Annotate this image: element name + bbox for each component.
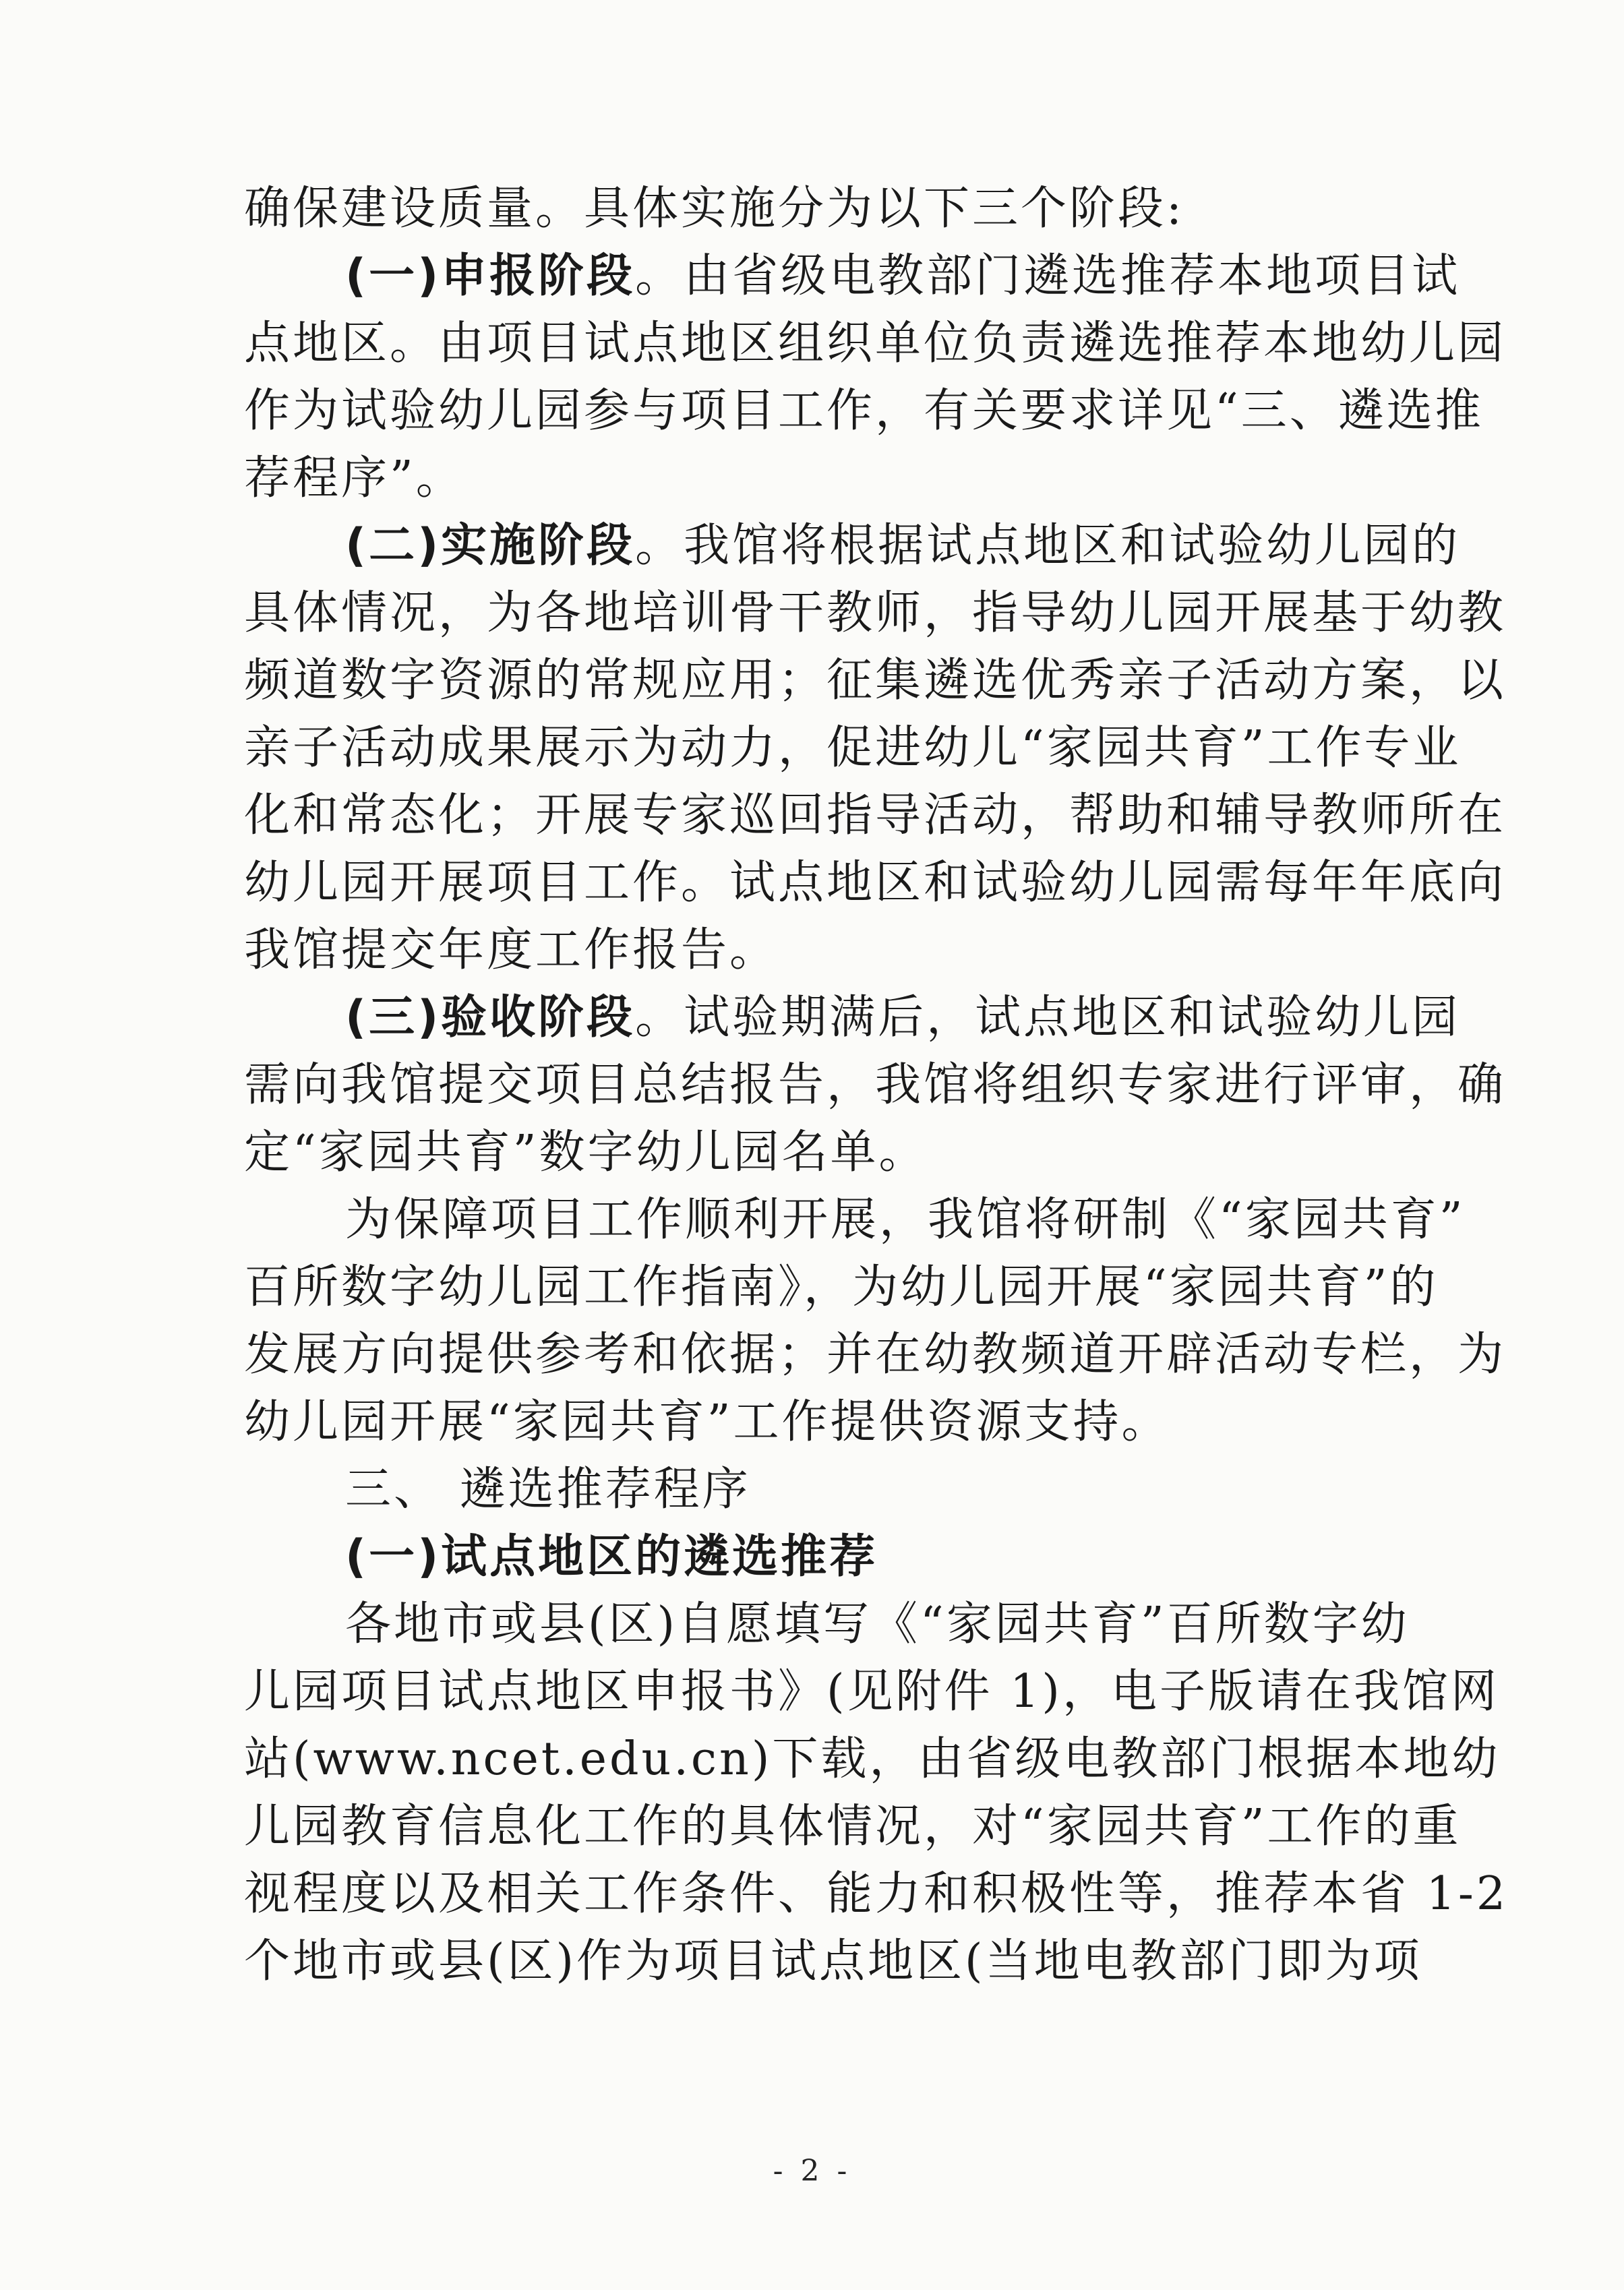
paragraph-line: 各地市或县(区)自愿填写《“家园共育”百所数字幼 (345, 1598, 1410, 1651)
subsection-heading: (一)申报阶段 (345, 249, 636, 303)
paragraph-line: 需向我馆提交项目总结报告，我馆将组织专家进行评审，确 (244, 1058, 1507, 1112)
paragraph-line (244, 243, 1461, 310)
paragraph-line: 视程度以及相关工作条件、能力和积极性等，推荐本省 1-2 (244, 1867, 1509, 1921)
paragraph-line: 儿园项目试点地区申报书》(见附件 1)，电子版请在我馆网 (244, 1665, 1499, 1718)
paragraph-line: 定“家园共育”数字幼儿园名单。 (244, 1126, 928, 1179)
paragraph-line: 具体情况，为各地培训骨干教师，指导幼儿园开展基于幼教 (244, 586, 1507, 640)
subsection-heading: (三)验收阶段 (345, 991, 636, 1044)
paragraph-line: 荐程序”。 (244, 452, 464, 505)
paragraph-line: 亲子活动成果展示为动力，促进幼儿“家园共育”工作专业 (244, 721, 1462, 775)
paragraph-line (244, 512, 1461, 580)
document-body (244, 175, 1509, 1995)
section-heading: 三、 遴选推荐程序 (345, 1463, 751, 1516)
paragraph-line: 百所数字幼儿园工作指南》，为幼儿园开展“家园共育”的 (244, 1261, 1439, 1314)
paragraph-line (244, 984, 1461, 1052)
paragraph-line: 发展方向提供参考和依据；并在幼教频道开辟活动专栏，为 (244, 1328, 1507, 1381)
paragraph-line: 点地区。由项目试点地区组织单位负责遴选推荐本地幼儿园 (244, 317, 1507, 370)
paragraph-line: 站(www.ncet.edu.cn)下载，由省级电教部门根据本地幼 (244, 1732, 1501, 1786)
subsection-heading: (二)实施阶段 (345, 519, 636, 572)
paragraph-line: 幼儿园开展“家园共育”工作提供资源支持。 (244, 1395, 1170, 1449)
paragraph-line: 作为试验幼儿园参与项目工作，有关要求详见“三、遴选推 (244, 384, 1484, 438)
paragraph-text: 。由省级电教部门遴选推荐本地项目试 (635, 249, 1461, 303)
paragraph-text: 。我馆将根据试点地区和试验幼儿园的 (635, 519, 1461, 572)
paragraph-line: 个地市或县(区)作为项目试点地区(当地电教部门即为项 (244, 1935, 1422, 1988)
paragraph-line: 我馆提交年度工作报告。 (244, 924, 779, 977)
paragraph-line: 频道数字资源的常规应用；征集遴选优秀亲子活动方案，以 (244, 654, 1507, 707)
paragraph-line: 化和常态化；开展专家巡回指导活动，帮助和辅导教师所在 (244, 789, 1507, 842)
page-number: - 2 - (773, 2154, 851, 2188)
paragraph-line: 幼儿园开展项目工作。试点地区和试验幼儿园需每年年底向 (244, 856, 1507, 909)
paragraph-line: 儿园教育信息化工作的具体情况，对“家园共育”工作的重 (244, 1800, 1462, 1853)
paragraph-line: 为保障项目工作顺利开展，我馆将研制《“家园共育” (345, 1193, 1466, 1246)
paragraph-text: 。试验期满后，试点地区和试验幼儿园 (635, 991, 1461, 1044)
paragraph-line: 确保建设质量。具体实施分为以下三个阶段: (244, 182, 1184, 235)
subsection-heading: (一)试点地区的遴选推荐 (345, 1530, 878, 1584)
